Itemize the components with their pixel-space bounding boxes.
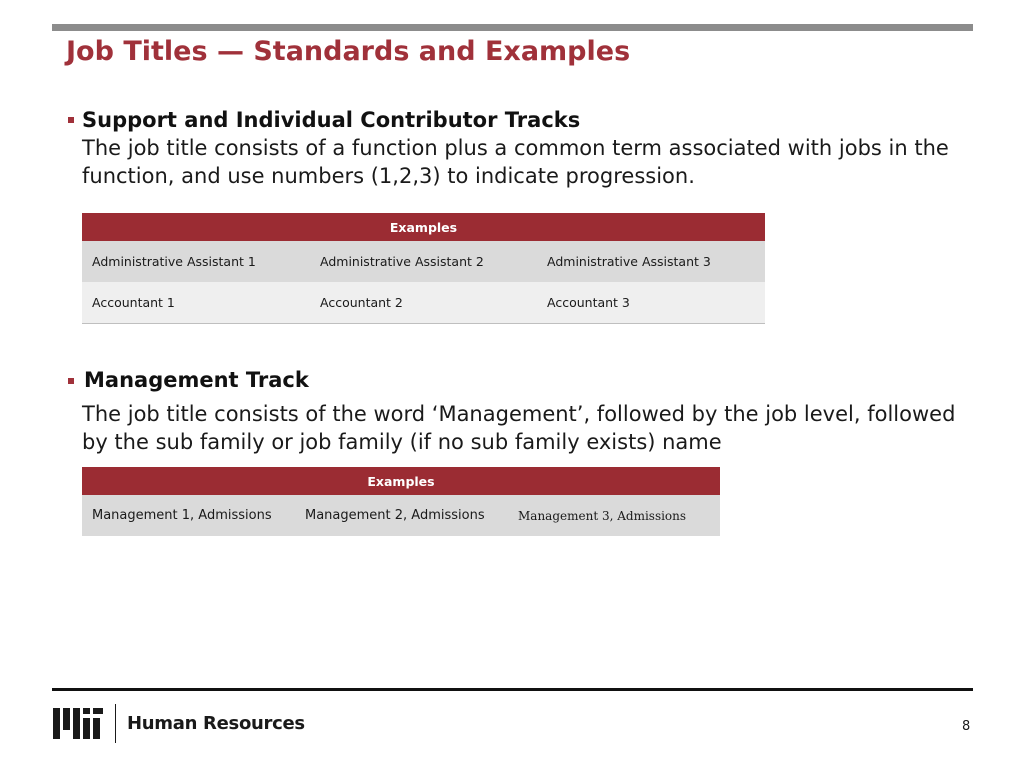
- table-header: Examples: [82, 213, 765, 241]
- top-rule: [52, 24, 973, 31]
- table-row: [82, 241, 765, 282]
- examples-table-management: [82, 467, 720, 536]
- footer-divider: [115, 704, 116, 743]
- footer-label: Human Resources: [127, 713, 305, 734]
- section-body: The job title consists of a function plus a common term associated with jobs in the function, and use numbers (1,2,3) to indicate progression.: [82, 136, 949, 188]
- table-cell: Administrative Assistant 3: [537, 241, 765, 282]
- section-heading: Management Track: [84, 368, 309, 392]
- page-number: 8: [962, 719, 971, 734]
- table-cell: Management 2, Admissions: [295, 495, 508, 536]
- table-cell: Accountant 2: [310, 282, 537, 323]
- page-title: Job Titles — Standards and Examples: [66, 36, 631, 67]
- section-heading: Support and Individual Contributor Tracks: [82, 108, 581, 132]
- bullet-square-icon: [68, 378, 74, 384]
- section-body: The job title consists of the word ‘Management’, followed by the job level, followed by the sub family or job family (if no sub family exists) name: [82, 402, 956, 454]
- table-cell: Administrative Assistant 2: [310, 241, 537, 282]
- table-header: Examples: [82, 467, 720, 495]
- examples-table-support: [82, 213, 765, 324]
- table-cell: Accountant 1: [82, 282, 310, 323]
- table-row: [82, 495, 720, 536]
- bottom-rule: [52, 688, 973, 691]
- table-cell: Administrative Assistant 1: [82, 241, 310, 282]
- table-row: [82, 282, 765, 323]
- table-cell: Accountant 3: [537, 282, 765, 323]
- table-cell: Management 3, Admissions: [508, 495, 720, 536]
- table-cell: Management 1, Admissions: [82, 495, 295, 536]
- bullet-square-icon: [68, 117, 74, 123]
